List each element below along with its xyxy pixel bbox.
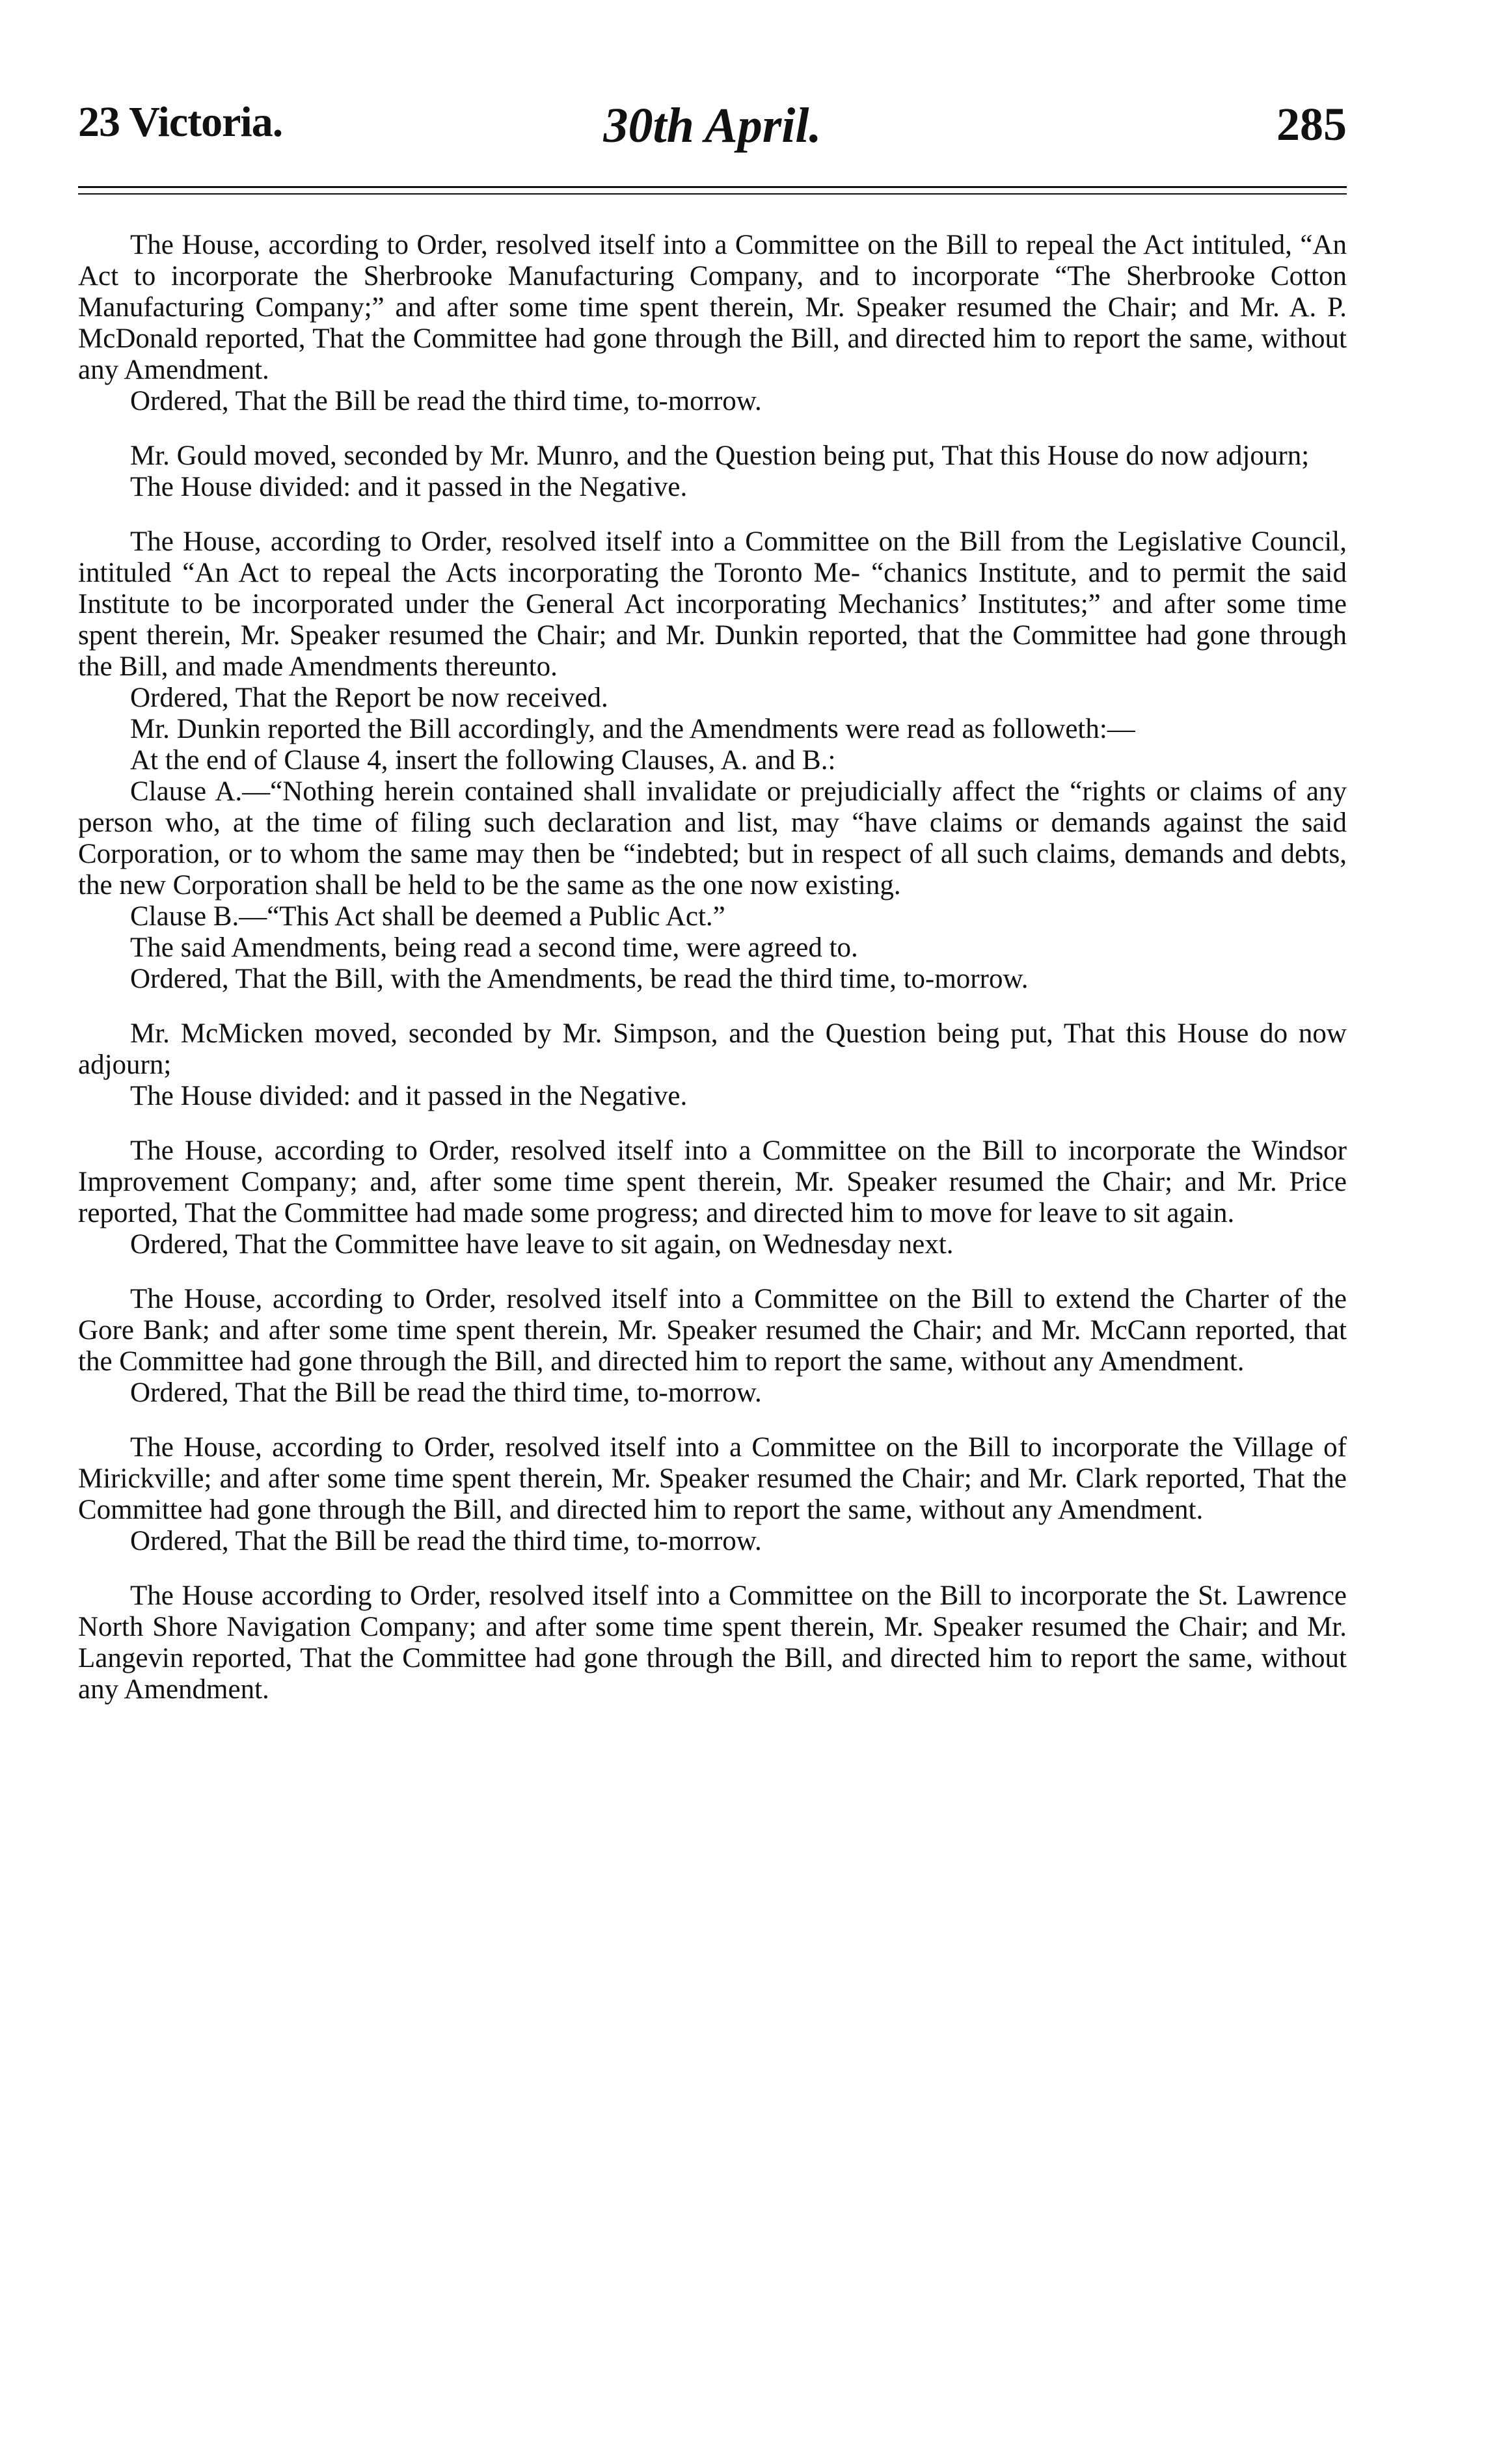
- paragraph-text: The House, according to Order, resolved itself into a Committee on the Bill to incorporate the Village of Mirickville; and after some time spent therein, Mr. Speaker resumed the Chair; and Mr. Clark reported, That the Committee had gone through the Bill, and directed him to report the same, without any Amendment.: [78, 1432, 1347, 1525]
- paragraph-text: The House, according to Order, resolved itself into a Committee on the Bill from the Legislative Council, intituled “An Act to repeal the Acts incorporating the Toronto Me- “chanics Institute, and to permit the said Institute to be incorporated under the General Act incorporating Mechanics’ Institutes;” and after some time spent therein, Mr. Speaker resumed the Chair; and Mr. Dunkin reported, that the Committee had gone through the Bill, and made Amendments thereunto.: [78, 526, 1347, 682]
- order-line: Ordered, That the Report be now received.: [130, 683, 608, 713]
- paragraph-text: Mr. McMicken moved, seconded by Mr. Simpson, and the Question being put, That this House do now adjourn;: [78, 1018, 1347, 1080]
- order-line: Ordered, That the Bill be read the third time, to-morrow.: [130, 1377, 762, 1408]
- document-page: [78, 98, 1347, 1729]
- page-number: 285: [1276, 98, 1347, 150]
- page-header: [78, 98, 1347, 163]
- paragraph-gore-bank: [78, 1284, 1347, 1409]
- paragraph-text: The House, according to Order, resolved itself into a Committee on the Bill to extend the Charter of the Gore Bank; and after some time spent therein, Mr. Speaker resumed the Chair; and Mr. McCann reported, that the Committee had gone through the Bill, and directed him to report the same, without any Amendment.: [78, 1284, 1347, 1377]
- session-label: 23 Victoria.: [78, 98, 283, 146]
- paragraph-gould-motion: [78, 440, 1347, 503]
- header-rule: [78, 186, 1347, 195]
- order-line: Ordered, That the Committee have leave to sit again, on Wednesday next.: [130, 1229, 954, 1260]
- paragraph-text: The House, according to Order, resolved itself into a Committee on the Bill to incorporate the Windsor Improvement Company; and, after some time spent therein, Mr. Speaker resumed the Chair; and Mr. Price reported, That the Committee had made some progress; and directed him to move for leave to sit again.: [78, 1135, 1347, 1228]
- paragraph-toronto-mechanics: [78, 526, 1347, 995]
- journal-body: [78, 230, 1347, 1705]
- division-line: The House divided: and it passed in the Negative.: [130, 1081, 688, 1111]
- clause-b-text: Clause B.—“This Act shall be deemed a Public Act.”: [130, 901, 725, 932]
- paragraph-sherbrooke: [78, 230, 1347, 417]
- paragraph-windsor: [78, 1135, 1347, 1260]
- report-line: Mr. Dunkin reported the Bill accordingly, and the Amendments were read as followeth:—: [130, 714, 1135, 744]
- paragraph-mcmicken-motion: [78, 1018, 1347, 1112]
- clause-intro-line: At the end of Clause 4, insert the following Clauses, A. and B.:: [130, 745, 836, 776]
- order-line: Ordered, That the Bill, with the Amendments, be read the third time, to-morrow.: [130, 964, 1029, 994]
- order-line: Ordered, That the Bill be read the third time, to-morrow.: [130, 386, 762, 416]
- page-date: 30th April.: [603, 98, 822, 153]
- paragraph-text: Mr. Gould moved, seconded by Mr. Munro, and the Question being put, That this House do now adjourn;: [130, 440, 1310, 471]
- amendments-agreed-line: The said Amendments, being read a second time, were agreed to.: [130, 932, 858, 963]
- clause-a-text: Clause A.—“Nothing herein contained shall invalidate or prejudicially affect the “rights or claims of any person who, at the time of filing such declaration and list, may “have claims or demands against the said Corporation, or to whom the same may then be “indebted; but in respect of all such claims, demands and debts, the new Corporation shall be held to be the same as the one now existing.: [78, 776, 1347, 901]
- division-line: The House divided: and it passed in the Negative.: [130, 472, 688, 502]
- paragraph-text: The House, according to Order, resolved itself into a Committee on the Bill to repeal the Act intituled, “An Act to incorporate the Sherbrooke Manufacturing Company, and to incorporate “The Sherbrooke Cotton Manufacturing Company;” and after some time spent therein, Mr. Speaker resumed the Chair; and Mr. A. P. McDonald reported, That the Committee had gone through the Bill, and directed him to report the same, without any Amendment.: [78, 230, 1347, 385]
- paragraph-st-lawrence: [78, 1580, 1347, 1705]
- paragraph-text: The House according to Order, resolved itself into a Committee on the Bill to incorporate the St. Lawrence North Shore Navigation Company; and after some time spent therein, Mr. Speaker resumed the Chair; and Mr. Langevin reported, That the Committee had gone through the Bill, and directed him to report the same, without any Amendment.: [78, 1580, 1347, 1705]
- order-line: Ordered, That the Bill be read the third time, to-morrow.: [130, 1526, 762, 1556]
- paragraph-mirickville: [78, 1432, 1347, 1557]
